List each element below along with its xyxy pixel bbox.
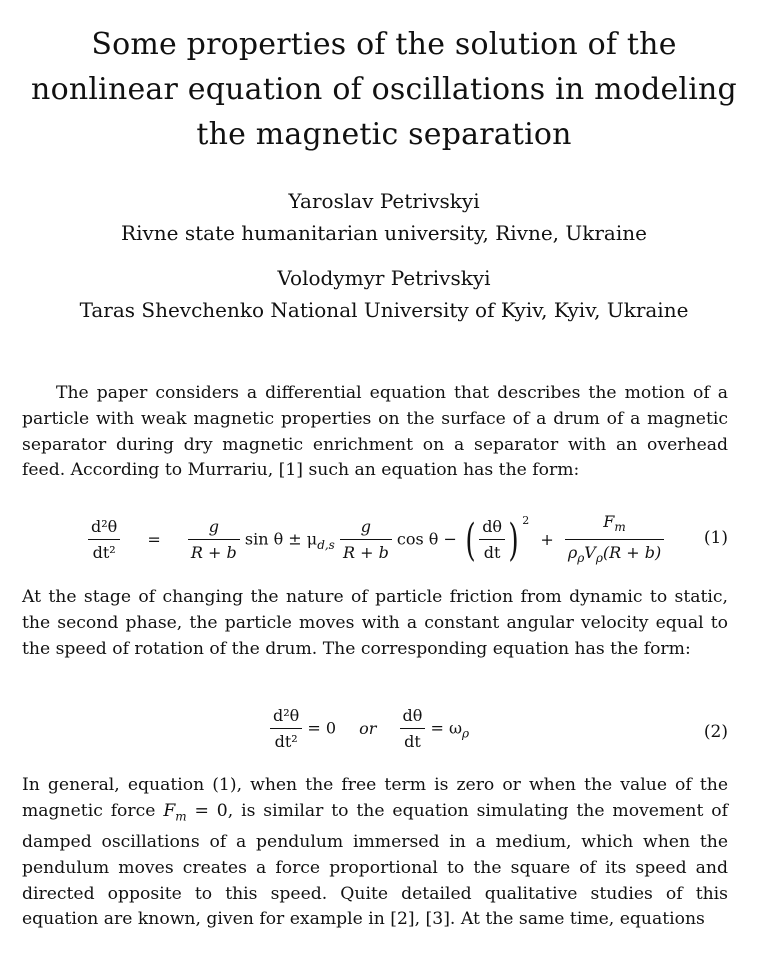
eq1-dtheta <box>479 517 505 563</box>
paper-title <box>0 22 768 157</box>
title-line-1: Some properties of the solution of the <box>91 27 677 62</box>
eq1-f-den-sub2: ρ <box>595 551 603 566</box>
eq1-d-num: dθ <box>479 517 505 540</box>
eq1-lhs <box>88 517 120 563</box>
eq2-lhs <box>270 706 302 752</box>
eq1-f-den-v: V <box>584 543 596 563</box>
eq2-b-den: dt <box>404 732 421 751</box>
eq2-number: (2) <box>703 722 728 742</box>
eq1-t2-num: g <box>340 517 392 540</box>
eq1-lhs-num: d²θ <box>88 517 120 540</box>
title-line-3: the magnetic separation <box>196 117 572 152</box>
author-1 <box>0 187 768 247</box>
eq2-omega: = ω <box>430 718 463 738</box>
eq1-mu-sub: d,s <box>317 537 335 552</box>
author-2-affiliation: Taras Shevchenko National University of Kyiv, Kyiv, Ukraine <box>79 298 689 322</box>
eq1-sin: sin θ ± μ <box>244 529 318 549</box>
title-line-2: nonlinear equation of oscillations in modeling <box>31 72 737 107</box>
eq1-plus: + <box>540 529 554 549</box>
equation-2 <box>0 706 768 760</box>
para3-force-symbol: F <box>163 800 176 821</box>
eq2-omega-sub: ρ <box>462 726 470 741</box>
eq1-number: (1) <box>703 528 728 548</box>
eq1-lhs-den: dt² <box>92 543 116 563</box>
paragraph-second-phase: At the stage of changing the nature of particle friction from dynamic to static, the second phase, the particle moves with a constant angular velocity equal to the speed of rotation of the drum. The corresponding equation has the form: <box>22 587 728 659</box>
eq1-f-den-rho: ρ <box>567 543 578 563</box>
eq2-b-num: dθ <box>400 706 426 729</box>
eq1-term3 <box>565 512 664 568</box>
eq1-f-num: F <box>603 512 615 531</box>
paragraph-intro: The paper considers a differential equation that describes the motion of a particle with weak magnetic properties on the surface of a drum of a magnetic separator during dry magnetic enrichment on a separator with an overhead feed. According to Murrariu, [1] such an equation has the form: <box>22 383 728 481</box>
author-2 <box>0 264 768 324</box>
author-2-name: Volodymyr Petrivskyi <box>277 266 491 290</box>
para3-force-sub: m <box>175 809 187 824</box>
eq2-equals-zero: = 0 <box>307 718 337 738</box>
eq1-f-den-sub1: ρ <box>577 551 585 566</box>
eq1-square: 2 <box>522 514 530 528</box>
paragraph-general <box>22 773 728 933</box>
eq2-a-num: d²θ <box>270 706 302 729</box>
eq1-equals: = <box>147 529 161 549</box>
para3-text-a: In general, equation (1), when the free term is zero or when the value of the magnetic force <box>22 775 728 821</box>
eq1-term1 <box>188 517 240 563</box>
equation-1: $\frac{\text{d²θ}}{\text{dt²}}$ = $\frac{g}{R + b}$ $\sin \theta \pm \mu_{d,s}$ $\frac{g}{R + b}$ cos θ − ( $\frac{d\theta}{dt}$ ) $^2$ + $\frac{F_m}{\rho_\rho V_\rho(R + b)}$ (1) <box>0 512 768 568</box>
eq1-cos: cos θ − <box>396 529 457 549</box>
eq1-d-den: dt <box>483 543 501 563</box>
eq2-a-den: dt² <box>274 732 298 751</box>
eq1-t1-den: R + b <box>190 543 237 563</box>
eq1-t1-num: g <box>188 517 240 540</box>
eq1-f-num-sub: m <box>614 520 626 535</box>
para3-text-b: = 0, is similar to the equation simulating the movement of damped oscillations of a pendulum immersed in a medium, which when the pendulum moves creates a force proportional to the square of its speed and directed opposite to this speed. Quite detailed qualitative studies of this equation are known, given for example in [2], [3]. At the same time, equations <box>22 800 728 930</box>
author-1-name: Yaroslav Petrivskyi <box>288 189 480 213</box>
eq1-f-den-rest: (R + b) <box>602 543 662 563</box>
eq2-rhs-frac <box>400 706 426 752</box>
eq2-or: or <box>359 718 377 738</box>
eq1-t2-den: R + b <box>342 543 389 563</box>
eq1-term2 <box>340 517 392 563</box>
author-1-affiliation: Rivne state humanitarian university, Rivne, Ukraine <box>121 221 647 245</box>
